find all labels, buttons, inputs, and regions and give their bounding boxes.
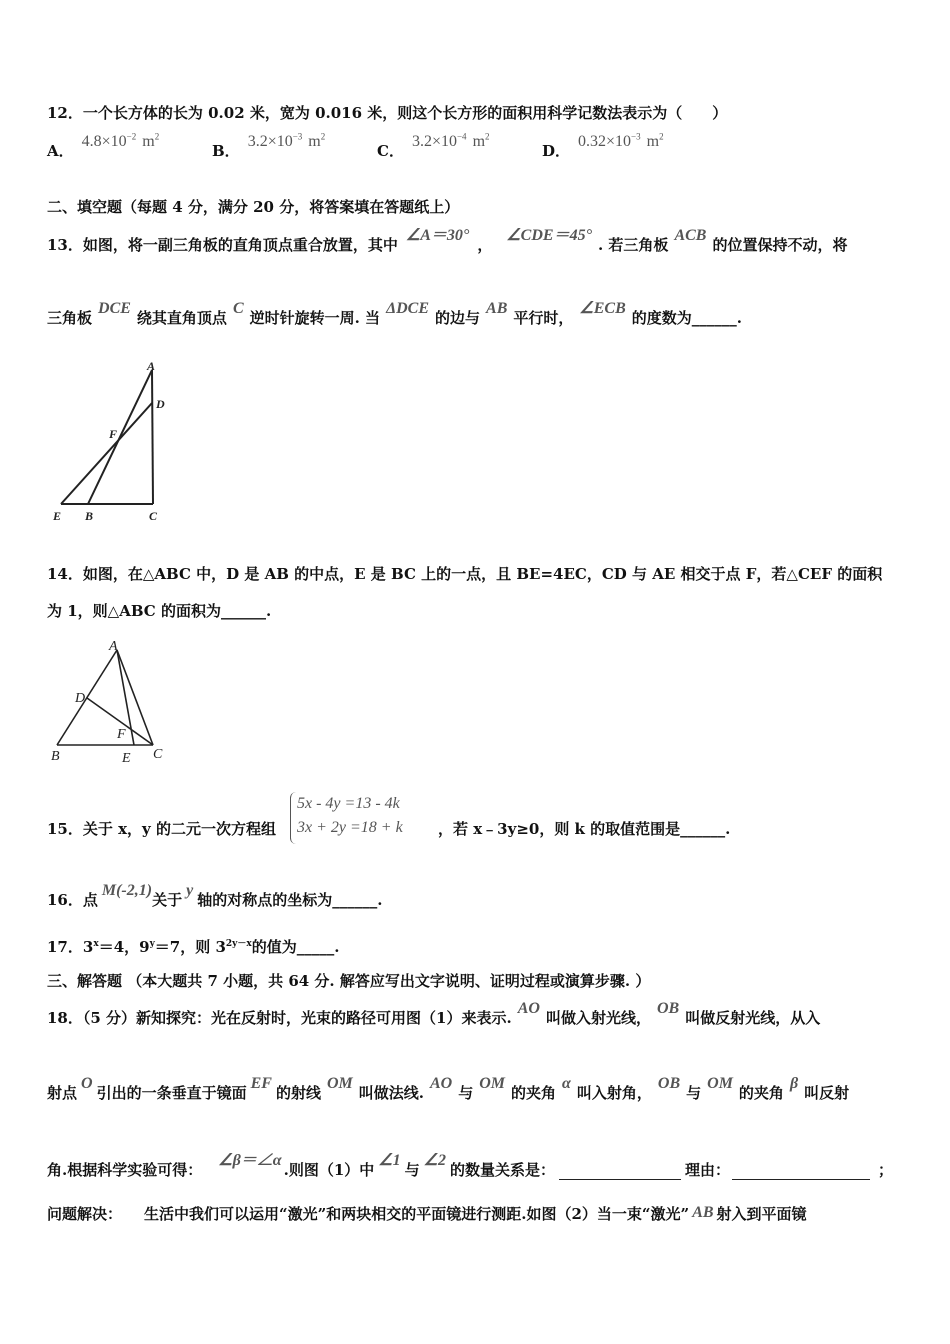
option-exp: −3 [631, 131, 641, 142]
q17-text: 17．3 [47, 938, 94, 956]
label-e: E [122, 751, 131, 766]
q18-text: 与 [458, 1084, 474, 1102]
label-d: D [156, 397, 165, 411]
q18-ob: OB [656, 1000, 680, 1017]
edge-ab [57, 650, 117, 745]
q12-option-d[interactable] [542, 131, 664, 161]
option-times: ×10 [101, 133, 127, 150]
q13-angle-a: ∠A＝30° [405, 227, 470, 244]
option-label: A． [47, 142, 74, 160]
option-unit: m [646, 133, 660, 150]
q13-text: 三角板 [47, 309, 93, 327]
q17-text: ＝7，则 3 [154, 938, 226, 956]
label-f: F [117, 727, 126, 742]
q16-line [47, 882, 383, 910]
option-unit-exp: 2 [154, 131, 160, 142]
q13-angle-cde: ∠CDE＝45° [506, 227, 592, 244]
edge-ac [152, 370, 153, 504]
q18-angle2: ∠2 [423, 1152, 447, 1169]
q16-text: 16．点 [47, 891, 98, 909]
q13-angle-ecb: ∠ECB [579, 300, 626, 317]
option-times: ×10 [606, 133, 632, 150]
option-unit: m [142, 133, 155, 150]
q12-option-b[interactable] [212, 131, 326, 161]
option-unit-exp: 2 [659, 131, 664, 142]
q17-text: ＝4，9 [98, 938, 150, 956]
q17-exp: y [149, 939, 155, 949]
q18-angle1: ∠1 [378, 1152, 401, 1169]
option-unit: m [472, 133, 486, 150]
q16-text: 关于 [152, 891, 183, 909]
edge-ed [61, 403, 152, 504]
q14-line1: 14．如图，在△ABC 中，D 是 AB 的中点，E 是 BC 上的一点，且 BE=4EC，CD 与 AE 相交于点 F，若△CEF 的面积 [47, 565, 883, 583]
option-label: D． [542, 142, 571, 160]
label-c: C [153, 747, 163, 762]
q13-text: 平行时， [513, 309, 574, 327]
option-exp: −4 [456, 131, 467, 142]
q15-eq1: 5x - 4y =13 - 4k [297, 795, 400, 812]
q18-text: ； [878, 1161, 894, 1179]
q18-text: 角.根据科学实验可得： [47, 1161, 203, 1179]
option-coef: 3.2 [411, 133, 432, 150]
q17-line [47, 936, 340, 957]
q18-text: 叫做入射光线， [545, 1009, 651, 1027]
q18-line1 [47, 1000, 821, 1028]
q18-text: 射入到平面镜 [716, 1205, 807, 1223]
option-times: ×10 [431, 133, 457, 150]
q18-text: 与 [686, 1084, 702, 1102]
q15-eq2: 3x + 2y =18 + k [297, 819, 403, 836]
q17-exp: 2y－x [225, 939, 252, 949]
q18-line4 [47, 1203, 807, 1224]
section-3-title: 三、解答题 （本大题共 7 小题，共 64 分. 解答应写出文字说明、证明过程或演算步骤. ） [47, 972, 651, 990]
option-unit-exp: 2 [320, 131, 326, 142]
q18-text: 的夹角 [511, 1084, 557, 1102]
q15-line-end: ，若 x﹣3y≥0，则 k 的取值范围是______. [438, 820, 731, 838]
q18-text: 叫入射角， [576, 1084, 652, 1102]
q14-figure [45, 636, 175, 766]
q18-text: 的数量关系是： [450, 1161, 556, 1179]
q16-y: y [186, 882, 194, 899]
q18-ab: AB [692, 1204, 714, 1221]
q18-text: 18．（5 分）新知探究：光在反射时，光束的路径可用图（1）来表示. [47, 1009, 512, 1027]
q18-ob: OB [657, 1075, 681, 1092]
q16-text: 轴的对称点的坐标为______. [197, 891, 383, 909]
q18-line3 [47, 1152, 894, 1180]
q12-stem: 12．一个长方体的长为 0.02 米，宽为 0.016 米，则这个长方形的面积用科学记数法表示为（ ） [47, 104, 728, 122]
option-unit-exp: 2 [485, 131, 490, 142]
q18-text: 生活中我们可以运用“激光”和两块相交的平面镜进行测距.如图（2）当一束“激光” [144, 1205, 690, 1223]
q18-text: 引出的一条垂直于镜面 [96, 1084, 247, 1102]
q18-beta-eq: ∠β＝∠α [218, 1152, 282, 1169]
q13-ab: AB [486, 300, 508, 317]
q13-acb: ACB [674, 227, 707, 244]
q18-om: OM [479, 1075, 505, 1092]
q13-comma: ， [477, 236, 493, 254]
q18-text: 理由： [685, 1161, 731, 1179]
q18-text: 射点 [47, 1084, 78, 1102]
q17-text: 的值为_____. [251, 938, 340, 956]
q13-text: 的位置保持不动，将 [712, 236, 848, 254]
q13-line1 [47, 227, 848, 255]
q13-text: 绕其直角顶点 [136, 309, 227, 327]
q18-ef: EF [250, 1075, 272, 1092]
q18-text: 叫做反射光线，从入 [685, 1009, 821, 1027]
option-unit: m [308, 133, 321, 150]
q15-line-start: 15．关于 x，y 的二元一次方程组 [47, 820, 276, 838]
q18-text: 叫做法线. [358, 1084, 424, 1102]
q13-dce: DCE [98, 300, 131, 317]
q18-alpha: α [562, 1075, 571, 1092]
q18-text: 叫反射 [804, 1084, 850, 1102]
option-exp: −3 [292, 131, 303, 142]
q13-line2 [47, 300, 742, 328]
label-b: B [51, 749, 60, 764]
option-coef: 3.2 [247, 133, 268, 150]
label-e: E [53, 509, 62, 523]
q18-answer-blank-reason[interactable] [732, 1161, 870, 1180]
q18-text: 与 [404, 1161, 420, 1179]
q18-ao: AO [517, 1000, 540, 1017]
option-label: C． [377, 142, 404, 160]
q12-option-a[interactable] [47, 131, 160, 161]
q18-om: OM [326, 1075, 353, 1092]
q18-answer-blank-relation[interactable] [559, 1161, 681, 1180]
label-c: C [149, 509, 158, 523]
q13-text: 的度数为______. [631, 309, 742, 327]
q18-line2 [47, 1075, 850, 1103]
option-label: B． [212, 142, 240, 160]
section-2-title: 二、填空题（每题 4 分，满分 20 分，将答案填在答题纸上） [47, 198, 460, 216]
q13-text: . 若三角板 [597, 236, 669, 254]
label-d: D [75, 691, 86, 706]
q18-text: 的夹角 [738, 1084, 784, 1102]
q18-om: OM [707, 1075, 733, 1092]
label-b: B [85, 509, 94, 523]
option-times: ×10 [267, 133, 293, 150]
q13-tri-dce: ΔDCE [386, 300, 429, 317]
q18-o: O [81, 1075, 93, 1092]
edge-ab [88, 370, 152, 504]
q13-text: 逆时针旋转一周. 当 [249, 309, 381, 327]
q13-c: C [232, 300, 244, 317]
label-a: A [147, 359, 156, 373]
q13-text: 13．如图，将一副三角板的直角顶点重合放置，其中 [47, 236, 398, 254]
option-coef: 4.8 [81, 133, 102, 150]
option-exp: −2 [126, 131, 137, 142]
q18-text: 问题解决： [47, 1205, 123, 1223]
option-coef: 0.32 [578, 133, 607, 150]
q13-figure [45, 358, 175, 528]
q16-point: M(-2,1) [101, 882, 153, 899]
q17-exp: x [93, 939, 99, 949]
q15-equation-system [290, 792, 403, 844]
q18-ao: AO [429, 1075, 453, 1092]
q13-text: 的边与 [435, 309, 481, 327]
label-f: F [109, 427, 118, 441]
q14-line2: 为 1，则△ABC 的面积为______. [47, 602, 272, 620]
q18-beta: β [789, 1075, 799, 1092]
q18-text: 的射线 [275, 1084, 321, 1102]
q12-option-c[interactable] [377, 131, 490, 161]
label-a: A [109, 639, 118, 654]
q18-text: .则图（1）中 [283, 1161, 375, 1179]
